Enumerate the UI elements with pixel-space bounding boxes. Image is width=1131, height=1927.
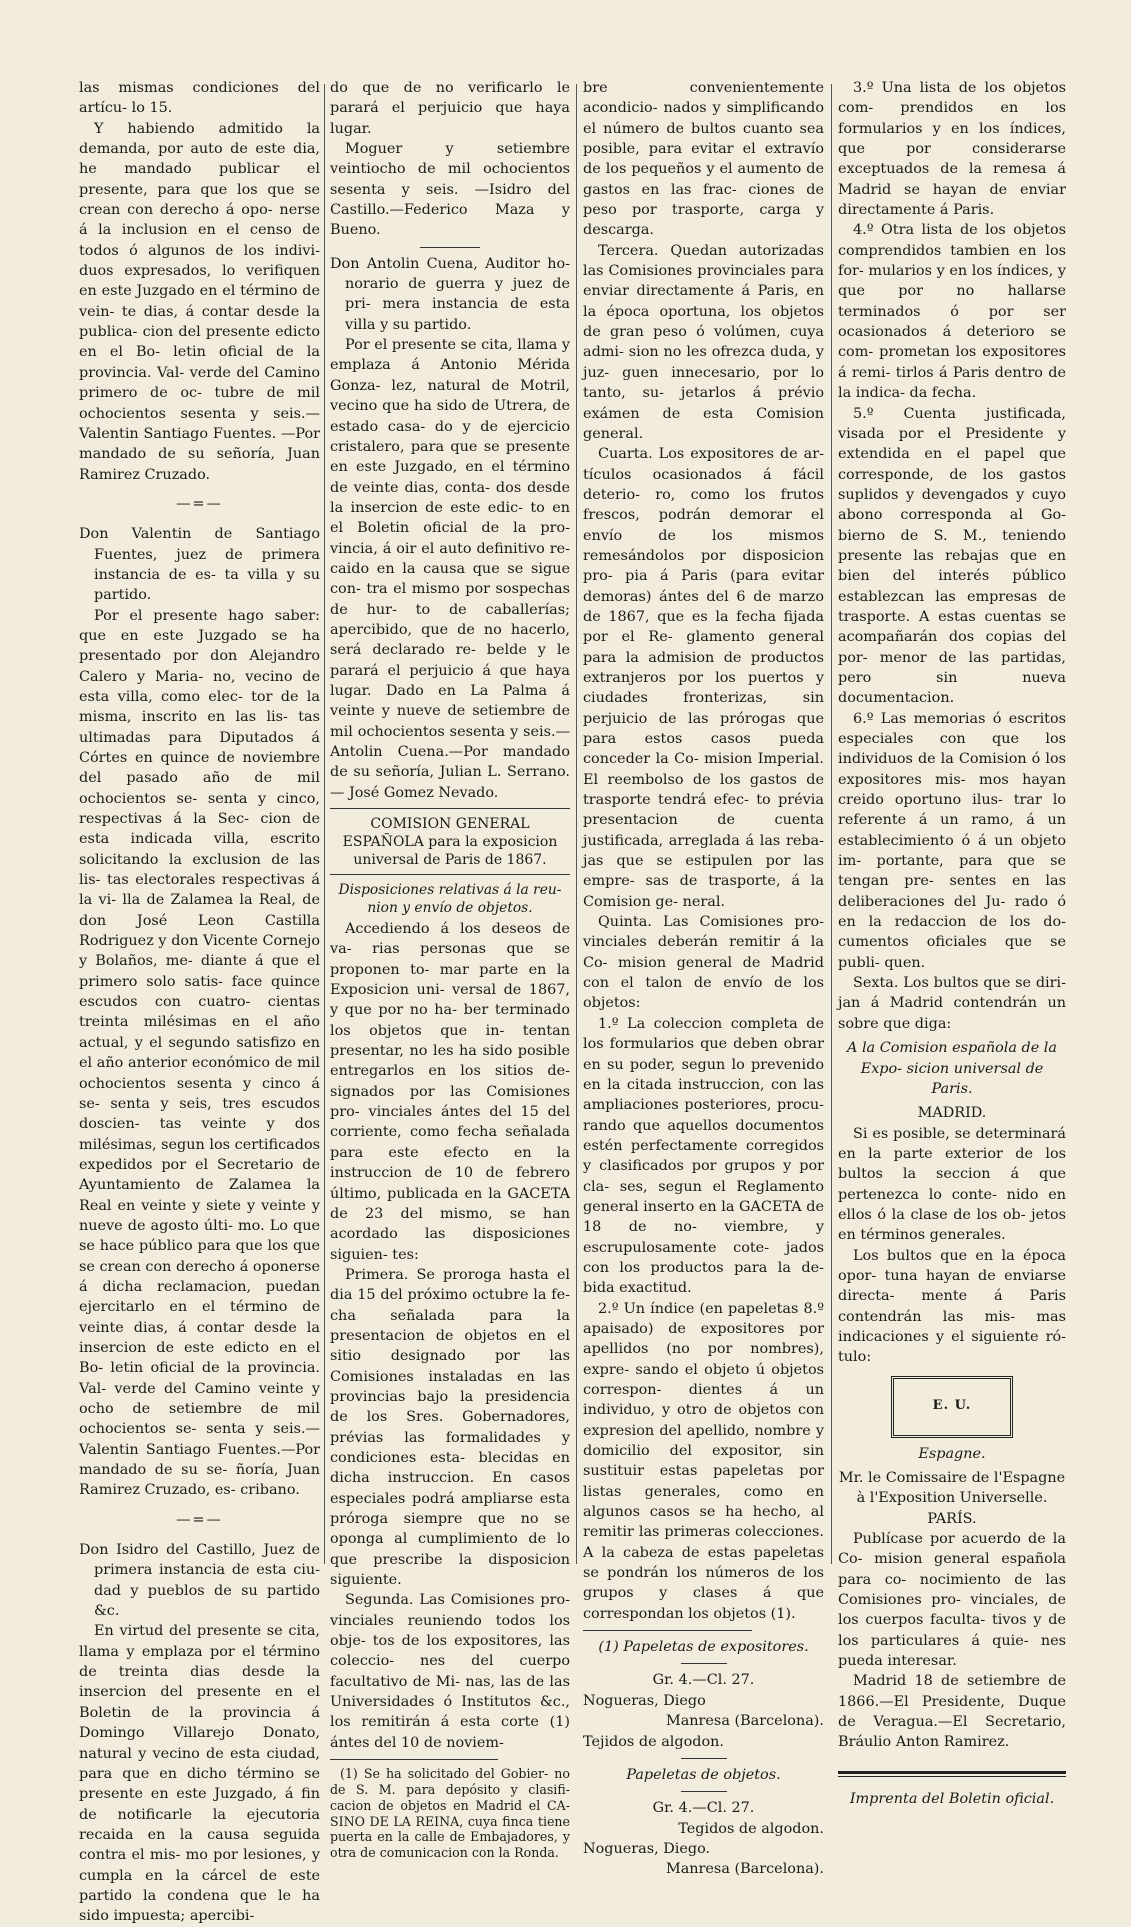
left-line: Nogueras, Diego (583, 1692, 706, 1709)
paragraph: Publícase por acuerdo de la Co- mision general española para co- nocimiento de las Comisiones pro- vinciales, de los cuerpos faculta- tivos y de los particulares á quie- nes pueda interesar. (838, 1531, 1066, 1670)
footnote: (1) Se ha solicitado del Gobier- no de S. M. para depósito y clasifi- cacion de objetos en Madrid el CA- SINO DE LA REINA, cuya finca tiene puerta en la calle de Embajadores, y otra de comunicacion con la Ronda. (330, 1766, 570, 1861)
small-separator (681, 1663, 727, 1664)
centered-line: PARÍS. (927, 1510, 977, 1527)
paragraph: Moguer y setiembre veintiocho de mil ochocientos sesenta y seis. —Isidro del Castillo.—Federico Maza y Bueno. (330, 141, 570, 239)
horizontal-rule (330, 808, 570, 809)
edict-heading: Don Valentin de Santiago Fuentes, juez de primera instancia de es- ta villa y su partido. (79, 526, 320, 604)
paragraph: 6.º Las memorias ó escritos especiales con que los individuos de la Comision ó los expositores mis- mos hayan creido oportuno ilus- trar lo referente á un ramo, á un establecimiento ó á un objeto im- portante, para que se tengan pre- sentes en las deliberaciones del Ju- rado ó en la redaccion de los do- cumentos oficiales que se publi- quen. (838, 710, 1066, 971)
edict-heading: Don Antolin Cuena, Auditor ho- norario de guerra y juez de pri- mera instancia de esta villa y su partido. (330, 255, 570, 333)
rule (420, 247, 480, 248)
paragraph: 4.º Otra lista de los objetos comprendidos tambien en los for- mularios y en los índices, y que por no hallarse terminados ó por ser ocasionados á deterioro se com- prometan los expositores á remi- tirlos á Paris dentro de la indica- da fecha. (838, 222, 1066, 402)
italic-line: A la Comision española de la Expo- sicion universal de Paris. (846, 1040, 1057, 1097)
section-heading: COMISION GENERAL ESPAÑOLA para la exposicion universal de Paris de 1867. (342, 816, 558, 869)
section-subheading: Disposiciones relativas á la reu- nion y envío de objetos. (338, 882, 562, 917)
paragraph: do que de no verificarlo le parará el perjuicio que haya lugar. (330, 80, 570, 137)
centered-line: Mr. le Comissaire de l'Espagne à l'Exposition Universelle. (838, 1470, 1066, 1507)
small-separator (681, 1758, 727, 1759)
paragraph: 3.º Una lista de los objetos com- prendidos en los formularios y en los índices, que por considerarse exceptuados de la remesa á Madrid se hayan de enviar directamente á Paris. (838, 80, 1066, 219)
paragraph: Y habiendo admitido la demanda, por auto de este dia, he mandado publicar el presente, para que los que se crean con derecho á opo- nerse á la inclusion en el censo de todos ó algunos de los indivi- duos expresados, lo verifiquen en este Juzgado en el término de vein- te dias, á contar desde la publica- cion del presente edicto en el Bo- letin oficial de la provincia. Val- verde del Camino primero de oc- tubre de mil ochocientos sesenta y seis.—Valentin Santiago Fuentes. —Por mandado de su señoría, Juan Ramirez Cruzado. (79, 120, 320, 483)
paragraph: Accediendo á los deseos de va- rias personas que se proponen to- mar parte en la Exposicion uni- versal de 1867, y que por no ha- ber terminado los objetos que in- tentan presentar, no les ha sido posible entregarlos en los sitios de- signados por las Comisiones pro- vinciales ántes del 15 del corriente, como fecha señalada para este efecto en la instruccion de 10 de febrero último, publicada en la GACETA de 23 del mismo, se han acordado las disposiciones siguien- tes: (330, 921, 570, 1263)
left-line: Tejidos de algodon. (583, 1733, 724, 1750)
italic-line: Espagne. (918, 1445, 986, 1462)
column-1 (79, 78, 320, 1925)
paragraph: Tercera. Quedan autorizadas las Comisiones provinciales para enviar directamente á Paris, en la época oportuna, los objetos de gran peso ó volúmen, cuya admi- sion no les ofrezca duda, y juz- guen innecesario, por lo tanto, su- jetarlos á prévio exámen de esta Comision general. (583, 242, 824, 442)
paragraph: Sexta. Los bultos que se diri- jan á Madrid contendrán un sobre que diga: (838, 975, 1066, 1032)
paragraph: Los bultos que en la época opor- tuna hayan de enviarse directa- mente á Paris contendrán las mis- mas indicaciones y el siguiente ró- tulo: (838, 1247, 1066, 1366)
column-divider (576, 84, 577, 1564)
section-separator: —=— (176, 1511, 223, 1528)
paragraph: Cuarta. Los expositores de ar- tículos ocasionados á fácil deterio- ro, como los frutos frescos, podrán demorar el envío de los mismos remesándolos por disposicion pro- pia á Paris (para evitar demoras) ántes del 6 de marzo de 1867, que es la fecha fijada por el Re- glamento general para la admision de productos extranjeros por los puertos y ciudades fronterizas, sin perjuicio de las prórogas que para estos casos pueda conceder la Co- mision Imperial. El reembolso de los gastos de trasporte tendrá efec- to prévia presentacion de cuenta justificada, arreglada á las reba- jas que se estipulen por las empre- sas de trasporte, á la Comision ge- neral. (583, 446, 824, 910)
horizontal-rule (330, 874, 570, 875)
footnote-rule (330, 1759, 498, 1760)
footnote-rule (583, 1630, 752, 1631)
paragraph: 1.º La coleccion completa de los formularios que deben obrar en su poder, segun lo prevenido en la citada instruccion, con las ampliaciones posteriores, procu- rando que aquellos documentos estén perfectamente corregidos y clasificados por grupos y por cla- ses, segun el Reglamento general inserto en la GACETA de 18 de no- viembre, y escrupulosamente cote- jados con los productos para la de- bida exactitud. (583, 1015, 824, 1297)
small-separator (681, 1791, 727, 1792)
column-4 (838, 78, 1066, 1807)
paragraph: 5.º Cuenta justificada, visada por el Presidente y extendida en el papel que corresponde, de los gastos suplidos y devengados y cuyo abono corresponda al Go- bierno de S. M., teniendo presente las rebajas que en bien del interés público establezcan las empresas de trasporte. A estas cuentas se acompañarán dos copias del por- menor de las partidas, pero sin nueva documentacion. (838, 405, 1066, 707)
paragraph: Primera. Se proroga hasta el dia 15 del próximo octubre la fe- cha señalada para la presentacion de objetos en el sitio designado por las Comisiones instaladas en las provincias bajo la presidencia de los Sres. Gobernadores, prévias las formalidades y condiciones esta- blecidas en dicha instruccion. En casos especiales podrá ampliarse esta próroga siempre que no se oponga al cumplimiento de lo que prescribe la disposicion siguiente. (330, 1266, 570, 1589)
italic-line: Imprenta del Boletin oficial. (849, 1790, 1055, 1807)
italic-line: Papeletas de objetos. (626, 1766, 781, 1783)
label-box: E. U. (891, 1376, 1013, 1438)
right-line: Manresa (Barcelona). (665, 1861, 824, 1878)
paragraph: 2.º Un índice (en papeletas 8.º apaisado) de expositores por apellidos (no por nombres), expre- sando el objeto ú objetos correspon- dientes á un individuo, y otro de objetos con expresion del apellido, nombre y domicilio del expositor, sin sustituir estas papeletas por listas generales, como en algunos casos se ha hecho, al remitir las primeras colecciones. A la cabeza de estas papeletas se pondrán los números de los grupos y clases á que correspondan los objetos (1). (583, 1300, 824, 1622)
paragraph: Segunda. Las Comisiones pro- vinciales reuniendo todos los obje- tos de los expositores, las coleccio- nes del cuerpo facultativo de Mi- nas, las de las Universidades ó Institutos &c., los remitirán á esta corte (1) ántes del 10 de noviem- (330, 1592, 570, 1751)
edict-heading: Don Isidro del Castillo, Juez de primera instancia de esta ciu- dad y pueblos de su partido &c. (79, 1542, 320, 1620)
double-rule (838, 1771, 1066, 1777)
footnote-title: (1) Papeletas de expositores. (598, 1639, 809, 1656)
section-separator: —=— (176, 495, 223, 512)
centered-line: MADRID. (917, 1105, 987, 1122)
column-2 (330, 78, 570, 1861)
column-divider (831, 84, 832, 1564)
paragraph: bre convenientemente acondicio- nados y simplificando el número de bultos cuanto sea posible, para evitar el extravío de los pequeños y el aumento de gastos en las frac- ciones de peso por trasporte, carga y descarga. (583, 80, 824, 239)
paragraph: Si es posible, se determinará en la parte exterior de los bultos la seccion á que pertenezca lo conte- nido en ellos ó la clase de los ob- jetos en términos generales. (838, 1125, 1066, 1244)
paragraph: Madrid 18 de setiembre de 1866.—El Presidente, Duque de Veragua.—El Secretario, Bráulio Anton Ramirez. (838, 1673, 1066, 1751)
centered-line: Gr. 4.—Cl. 27. (652, 1672, 755, 1689)
right-line: Tegidos de algodon. (678, 1820, 824, 1837)
paragraph: Por el presente hago saber: que en este Juzgado se ha presentado por don Alejandro Calero y Maria- no, vecino de esta villa, como elec- tor de la misma, inscrito en las lis- tas ultimadas para Diputados á Córtes en quince de noviembre del pasado año de mil ochocientos se- senta y cinco, respectivas á la Sec- cion de esta indicada villa, escrito solicitando la exclusion de las lis- tas electorales respectivas á la vi- lla de Zalamea la Real, de don José Leon Castilla Rodriguez y don Vicente Cornejo y Bolaños, me- diante á que el primero solo satis- face quince escudos con cuatro- cientas treinta milésimas en el año actual, y el segundo satisfizo en el año anterior económico de mil ochocientos sesenta y cinco á se- senta y seis, tres escudos doscien- tas veinte y dos milésimas, segun los certificados expedidos por el Secretario de Ayuntamiento de Zalamea la Real en veinte y siete y veinte y nueve de agosto últi- mo. Lo que se hace público para que los que se crean con derecho á oponerse á dicha reclamacion, puedan ejercitarlo en el término de veinte dias, á contar desde la insercion de este edicto en el Bo- letin oficial de la provincia. Val- verde del Camino veinte y ocho de setiembre de mil ochocientos se- senta y seis.—Valentin Santiago Fuentes.—Por mandado de su se- ñoría, Juan Ramirez Cruzado, es- cribano. (79, 607, 320, 1499)
column-divider (324, 84, 325, 1564)
centered-line: Gr. 4.—Cl. 27. (652, 1800, 755, 1817)
paragraph: las mismas condiciones del artícu- lo 15. (79, 80, 320, 117)
right-line: Manresa (Barcelona). (665, 1713, 824, 1730)
paragraph: Por el presente se cita, llama y emplaza á Antonio Mérida Gonza- lez, natural de Motril, vecino que ha sido de Utrera, de estado casa- do y de ejercicio cristalero, para que se presente en este Juzgado, en el término de veinte dias, conta- dos desde la insercion de este edic- to en el Boletin oficial de la pro- vincia, á oir el auto definitivo re- caido en la causa que se sigue con- tra el mismo por sospechas de hur- to de caballerías; apercibido, que de no hacerlo, será declarado re- belde y le parará el perjuicio á que haya lugar. Dado en La Palma á veinte y nueve de setiembre de mil ochocientos sesenta y seis.— Antolin Cuena.—Por mandado de su señoría, Julian L. Serrano.— José Gomez Nevado. (330, 337, 570, 801)
paragraph: En virtud del presente se cita, llama y emplaza por el término de treinta dias desde la insercion del presente en el Boletin de la provincia á Domingo Villarejo Donato, natural y vecino de esta ciudad, para que en dicho término se presente en este Juzgado, á fin de notificarle la ejecutoria recaida en la causa seguida contra el mis- mo por lesiones, y cumpla en la cárcel de este partido la condena que le ha sido impuesta; apercibi- (79, 1623, 320, 1925)
column-3 (583, 78, 824, 1878)
paragraph: Quinta. Las Comisiones pro- vinciales deberán remitir á la Co- mision general de Madrid con el talon de envío de los objetos: (583, 914, 824, 1012)
left-line: Nogueras, Diego. (583, 1840, 711, 1857)
